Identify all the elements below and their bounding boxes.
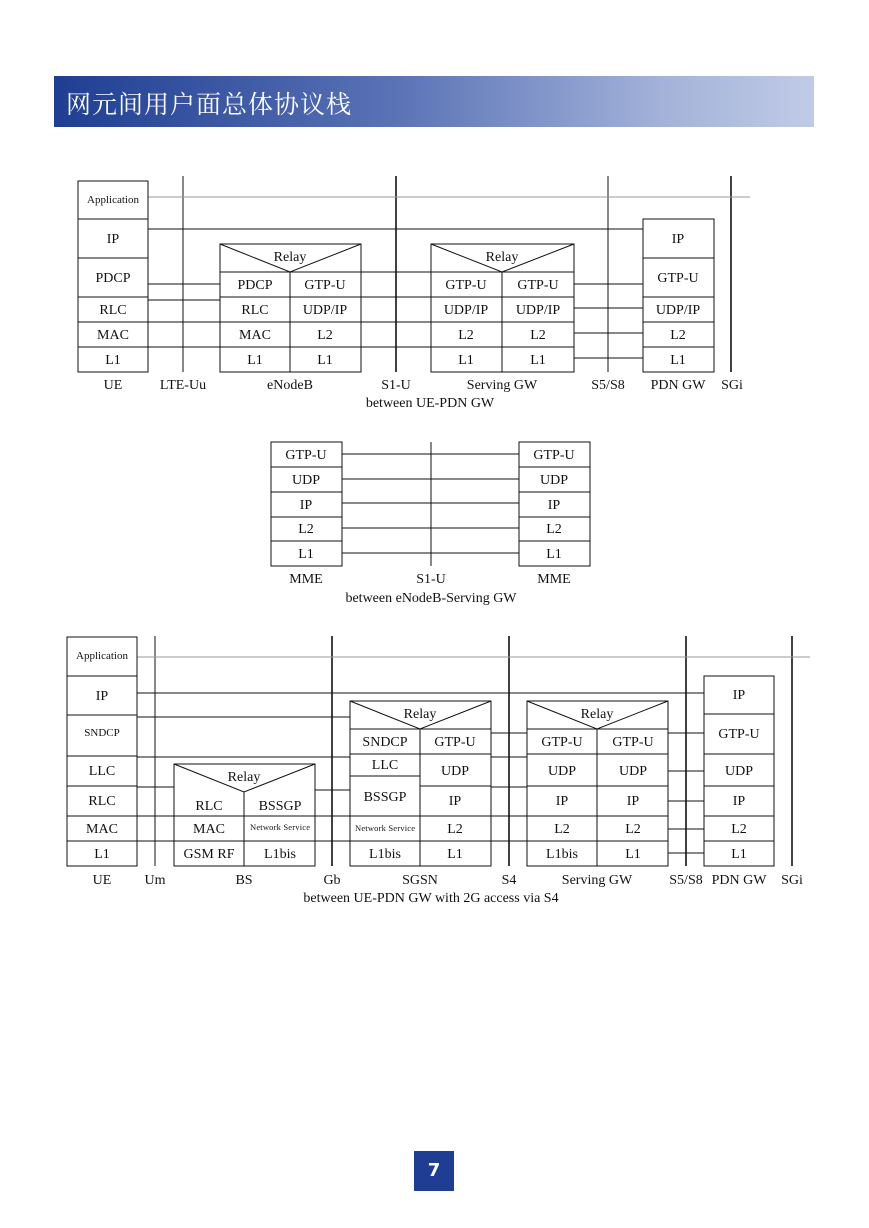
d3-bs-right-1: Network Service bbox=[250, 822, 310, 832]
d2-left-1: UDP bbox=[291, 473, 321, 488]
label-s5-s8: S5/S8 bbox=[591, 378, 625, 393]
sgw-relay: Relay bbox=[485, 250, 519, 265]
enodeb-relay: Relay bbox=[273, 250, 307, 265]
d3-sgw-right-0: GTP-U bbox=[612, 735, 654, 750]
d3-serving-gw-stack bbox=[527, 701, 668, 866]
d3-pgw-4: L2 bbox=[731, 822, 747, 837]
d3-label-serving-gw: Serving GW bbox=[561, 873, 633, 888]
d2-left-4: L1 bbox=[298, 547, 314, 562]
d2-right-1: UDP bbox=[539, 473, 569, 488]
label-s1-u: S1-U bbox=[381, 378, 411, 393]
d3-label-ue: UE bbox=[92, 873, 112, 888]
d2-right-2: IP bbox=[547, 498, 561, 513]
d2-left-3: L2 bbox=[298, 522, 314, 537]
sgw-right-3: L1 bbox=[530, 353, 546, 368]
right-stack bbox=[519, 442, 590, 566]
d3-ue-3: LLC bbox=[88, 764, 116, 779]
d3-sgw-left-4: L1bis bbox=[546, 847, 578, 862]
d3-sgw-left-0: GTP-U bbox=[541, 735, 583, 750]
d3-sgsn-relay: Relay bbox=[403, 707, 437, 722]
ue-mac: MAC bbox=[97, 328, 129, 343]
d3-ue-stack bbox=[67, 637, 137, 866]
d3-sgsn-stack bbox=[350, 701, 491, 866]
diagram-ue-pdn-gw bbox=[78, 176, 750, 411]
d3-label-s4: S4 bbox=[501, 873, 517, 888]
d2-label-mid: S1-U bbox=[416, 572, 446, 587]
d3-sgw-right-3: L2 bbox=[625, 822, 641, 837]
d3-bs-relay: Relay bbox=[227, 770, 261, 785]
d3-sgw-relay: Relay bbox=[580, 707, 614, 722]
caption-3: between UE-PDN GW with 2G access via S4 bbox=[303, 891, 559, 906]
sgw-left-0: GTP-U bbox=[445, 278, 487, 293]
d3-sgsn-left-2: BSSGP bbox=[363, 790, 407, 805]
sgw-left-2: L2 bbox=[458, 328, 474, 343]
d3-ue-6: L1 bbox=[94, 847, 110, 862]
d3-sgsn-right-0: GTP-U bbox=[434, 735, 476, 750]
d3-sgsn-left-3: Network Service bbox=[355, 823, 415, 833]
d3-bs-right-0: BSSGP bbox=[258, 799, 302, 814]
enb-right-1: UDP/IP bbox=[302, 303, 348, 318]
ue-stack bbox=[78, 181, 148, 372]
d3-label-bs: BS bbox=[235, 873, 253, 888]
enb-right-3: L1 bbox=[317, 353, 333, 368]
d2-label-left: MME bbox=[289, 572, 323, 587]
serving-gw-stack bbox=[431, 244, 574, 372]
d3-sgsn-right-3: L2 bbox=[447, 822, 463, 837]
d3-sgw-left-2: IP bbox=[555, 794, 569, 809]
d3-sgw-left-1: UDP bbox=[547, 764, 577, 779]
d3-bs-stack bbox=[174, 764, 315, 866]
d3-sgsn-left-0: SNDCP bbox=[362, 735, 408, 750]
enb-left-1: RLC bbox=[241, 303, 269, 318]
label-serving-gw: Serving GW bbox=[466, 378, 538, 393]
page-title: 网元间用户面总体协议栈 bbox=[66, 90, 353, 119]
label-enodeb: eNodeB bbox=[267, 378, 313, 393]
pgw-l1: L1 bbox=[670, 353, 686, 368]
d3-label-gb: Gb bbox=[323, 873, 341, 888]
diagram-2g-access-via-s4 bbox=[67, 636, 810, 906]
d3-pgw-3: IP bbox=[732, 794, 746, 809]
d2-right-3: L2 bbox=[546, 522, 562, 537]
sgw-right-1: UDP/IP bbox=[515, 303, 561, 318]
d3-label-sgi: SGi bbox=[781, 873, 803, 888]
enb-right-2: L2 bbox=[317, 328, 333, 343]
enodeb-stack bbox=[220, 244, 361, 372]
sgw-left-1: UDP/IP bbox=[443, 303, 489, 318]
d3-bs-left-0: RLC bbox=[195, 799, 223, 814]
sgw-right-2: L2 bbox=[530, 328, 546, 343]
d3-label-s5-s8: S5/S8 bbox=[669, 873, 703, 888]
d2-left-2: IP bbox=[299, 498, 313, 513]
d3-ue-4: RLC bbox=[88, 794, 116, 809]
d2-right-4: L1 bbox=[546, 547, 562, 562]
d3-ue-0: Application bbox=[76, 650, 128, 662]
d3-label-sgsn: SGSN bbox=[402, 873, 438, 888]
sgw-left-3: L1 bbox=[458, 353, 474, 368]
ue-rlc: RLC bbox=[99, 303, 127, 318]
enb-left-3: L1 bbox=[247, 353, 263, 368]
page-number: 7 bbox=[414, 1151, 454, 1191]
enb-left-0: PDCP bbox=[237, 278, 273, 293]
d3-ue-1: IP bbox=[95, 689, 109, 704]
ue-l1: L1 bbox=[105, 353, 121, 368]
ue-ip: IP bbox=[106, 232, 120, 247]
caption-1: between UE-PDN GW bbox=[365, 396, 495, 411]
d3-ue-2: SNDCP bbox=[84, 727, 120, 739]
d3-pdn-gw-stack bbox=[704, 676, 774, 866]
left-stack bbox=[271, 442, 342, 566]
pgw-udpip: UDP/IP bbox=[655, 303, 701, 318]
d3-label-pdn-gw: PDN GW bbox=[711, 873, 767, 888]
ue-application: Application bbox=[87, 194, 139, 206]
d3-bs-left-2: GSM RF bbox=[183, 847, 235, 862]
d3-pgw-5: L1 bbox=[731, 847, 747, 862]
d3-pgw-0: IP bbox=[732, 688, 746, 703]
enb-left-2: MAC bbox=[239, 328, 271, 343]
d3-bs-left-1: MAC bbox=[193, 822, 225, 837]
d3-sgsn-left-4: L1bis bbox=[369, 847, 401, 862]
enb-right-0: GTP-U bbox=[304, 278, 346, 293]
d3-ue-5: MAC bbox=[86, 822, 118, 837]
label-lte-uu: LTE-Uu bbox=[159, 378, 207, 393]
d3-sgsn-left-1: LLC bbox=[371, 758, 399, 773]
d3-sgsn-right-2: IP bbox=[448, 794, 462, 809]
d3-sgw-right-4: L1 bbox=[625, 847, 641, 862]
pdn-gw-stack bbox=[643, 219, 714, 372]
pgw-gtpu: GTP-U bbox=[657, 271, 699, 286]
diagram-enodeb-serving-gw bbox=[271, 442, 590, 606]
d3-pgw-1: GTP-U bbox=[718, 727, 760, 742]
ue-pdcp: PDCP bbox=[95, 271, 131, 286]
pgw-ip: IP bbox=[671, 232, 685, 247]
sgw-right-0: GTP-U bbox=[517, 278, 559, 293]
label-sgi: SGi bbox=[721, 378, 743, 393]
d3-pgw-2: UDP bbox=[724, 764, 754, 779]
d3-sgsn-right-1: UDP bbox=[440, 764, 470, 779]
d3-sgw-right-2: IP bbox=[626, 794, 640, 809]
d2-right-0: GTP-U bbox=[533, 448, 575, 463]
d3-sgw-left-3: L2 bbox=[554, 822, 570, 837]
label-pdn-gw: PDN GW bbox=[650, 378, 706, 393]
label-ue: UE bbox=[103, 378, 123, 393]
d2-label-right: MME bbox=[537, 572, 571, 587]
d3-label-um: Um bbox=[144, 873, 166, 888]
d3-bs-right-2: L1bis bbox=[264, 847, 296, 862]
d2-left-0: GTP-U bbox=[285, 448, 327, 463]
pgw-l2: L2 bbox=[670, 328, 686, 343]
caption-2: between eNodeB-Serving GW bbox=[345, 591, 517, 606]
d3-sgw-right-1: UDP bbox=[618, 764, 648, 779]
d3-sgsn-right-4: L1 bbox=[447, 847, 463, 862]
